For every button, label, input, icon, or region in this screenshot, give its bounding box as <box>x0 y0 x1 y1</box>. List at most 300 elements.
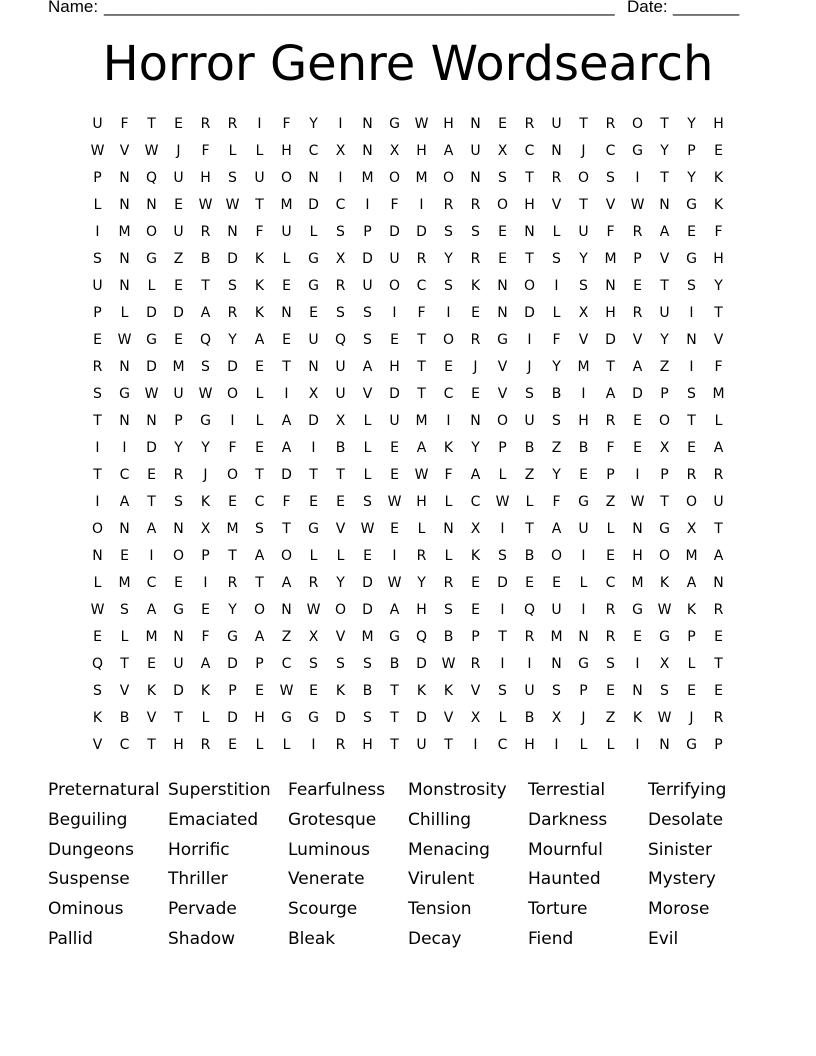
grid-letter: O <box>253 602 266 618</box>
grid-letter: H <box>524 737 535 753</box>
grid-letter: O <box>550 548 563 564</box>
grid-letter: O <box>523 278 536 294</box>
grid-row <box>84 357 732 384</box>
grid-letter: E <box>525 575 534 591</box>
grid-letter: X <box>551 710 562 726</box>
grid-letter: G <box>632 143 643 159</box>
grid-letter: T <box>282 359 291 375</box>
grid-letter: D <box>146 359 157 375</box>
grid-letter: T <box>714 521 723 537</box>
grid-letter: B <box>578 440 589 456</box>
grid-letter: L <box>93 575 102 591</box>
word-list-item: Luminous <box>288 839 371 860</box>
grid-row <box>84 222 732 249</box>
grid-letter: S <box>228 170 237 186</box>
grid-letter: E <box>255 359 264 375</box>
grid-letter: E <box>309 305 318 321</box>
grid-letter: T <box>309 467 318 483</box>
grid-row <box>84 681 732 708</box>
grid-letter: P <box>201 548 210 564</box>
grid-letter: N <box>119 251 130 267</box>
grid-letter: W <box>414 116 429 132</box>
grid-letter: C <box>119 737 130 753</box>
grid-letter: M <box>118 224 131 240</box>
grid-letter: E <box>579 467 588 483</box>
grid-letter: D <box>362 602 373 618</box>
grid-letter: M <box>118 575 131 591</box>
grid-letter: V <box>632 332 643 348</box>
grid-letter: W <box>225 197 240 213</box>
grid-letter: E <box>687 440 696 456</box>
grid-letter: S <box>687 278 696 294</box>
grid-letter: F <box>255 224 264 240</box>
grid-letter: M <box>631 575 644 591</box>
grid-letter: I <box>527 332 532 348</box>
name-label: Name: <box>48 0 99 16</box>
grid-letter: F <box>552 494 561 510</box>
grid-letter: N <box>308 170 319 186</box>
grid-letter: L <box>552 224 561 240</box>
date-blank-line[interactable]: _______ <box>673 0 740 16</box>
grid-letter: J <box>581 143 586 159</box>
grid-letter: H <box>416 494 427 510</box>
grid-letter: L <box>255 413 264 429</box>
grid-letter: D <box>146 440 157 456</box>
grid-letter: R <box>443 575 454 591</box>
grid-letter: P <box>471 629 480 645</box>
grid-letter: T <box>93 467 102 483</box>
grid-letter: R <box>632 224 643 240</box>
grid-letter: C <box>605 143 616 159</box>
grid-letter: A <box>362 359 373 375</box>
grid-letter: R <box>443 197 454 213</box>
grid-letter: S <box>606 170 615 186</box>
grid-letter: M <box>415 413 428 429</box>
grid-letter: S <box>687 386 696 402</box>
grid-letter: W <box>198 386 213 402</box>
grid-letter: L <box>444 494 453 510</box>
grid-letter: T <box>714 656 723 672</box>
grid-letter: R <box>524 629 535 645</box>
grid-letter: S <box>201 359 210 375</box>
grid-letter: F <box>552 332 561 348</box>
grid-letter: K <box>335 683 346 699</box>
grid-letter: H <box>362 737 373 753</box>
grid-letter: E <box>687 224 696 240</box>
word-list-item: Horrific <box>168 839 230 860</box>
grid-letter: H <box>713 116 724 132</box>
grid-letter: K <box>146 683 157 699</box>
grid-letter: U <box>416 737 427 753</box>
grid-letter: S <box>363 494 372 510</box>
grid-letter: G <box>686 251 697 267</box>
grid-letter: T <box>255 575 264 591</box>
grid-letter: A <box>254 629 265 645</box>
grid-letter: P <box>687 143 696 159</box>
grid-row <box>84 276 732 303</box>
grid-letter: R <box>227 116 238 132</box>
grid-letter: O <box>658 548 671 564</box>
grid-letter: H <box>578 413 589 429</box>
grid-letter: T <box>201 278 210 294</box>
grid-row <box>84 627 732 654</box>
grid-row <box>84 330 732 357</box>
word-list-item: Desolate <box>648 809 724 830</box>
grid-letter: E <box>174 116 183 132</box>
grid-letter: F <box>714 359 723 375</box>
grid-letter: G <box>173 602 184 618</box>
grid-letter: H <box>416 602 427 618</box>
grid-letter: V <box>551 197 562 213</box>
grid-letter: C <box>416 278 427 294</box>
grid-letter: D <box>416 710 427 726</box>
grid-letter: X <box>308 386 319 402</box>
grid-letter: N <box>173 629 184 645</box>
word-list-item: Chilling <box>408 809 472 830</box>
grid-letter: Z <box>524 467 535 483</box>
grid-letter: I <box>500 656 505 672</box>
grid-letter: J <box>203 467 208 483</box>
grid-letter: X <box>335 143 346 159</box>
grid-letter: E <box>606 683 615 699</box>
grid-letter: W <box>117 332 132 348</box>
grid-letter: O <box>91 521 104 537</box>
grid-letter: T <box>417 386 426 402</box>
grid-letter: D <box>227 710 238 726</box>
grid-row <box>84 303 732 330</box>
grid-letter: B <box>335 440 346 456</box>
grid-letter: P <box>687 629 696 645</box>
grid-letter: I <box>500 602 505 618</box>
grid-letter: K <box>470 278 481 294</box>
word-list-item: Haunted <box>528 869 601 890</box>
grid-letter: T <box>660 116 669 132</box>
word-list-item: Beguiling <box>48 809 128 830</box>
grid-letter: G <box>686 197 697 213</box>
grid-letter: N <box>713 575 724 591</box>
grid-letter: I <box>284 386 289 402</box>
grid-letter: Y <box>309 116 318 132</box>
grid-letter: W <box>414 467 429 483</box>
grid-letter: E <box>174 332 183 348</box>
grid-letter: O <box>145 224 158 240</box>
grid-letter: E <box>714 143 723 159</box>
grid-letter: H <box>254 710 265 726</box>
grid-letter: Y <box>471 440 480 456</box>
grid-letter: I <box>689 359 694 375</box>
grid-letter: N <box>362 116 373 132</box>
grid-letter: S <box>363 332 372 348</box>
grid-letter: I <box>230 413 235 429</box>
grid-letter: A <box>470 467 481 483</box>
word-list-item: Mournful <box>528 839 603 860</box>
grid-letter: R <box>524 116 535 132</box>
grid-letter: G <box>308 278 319 294</box>
grid-letter: Q <box>91 656 104 672</box>
grid-letter: H <box>632 548 643 564</box>
grid-letter: N <box>119 197 130 213</box>
grid-letter: Q <box>523 602 536 618</box>
grid-letter: U <box>578 224 589 240</box>
grid-letter: L <box>309 548 318 564</box>
grid-letter: C <box>146 575 157 591</box>
word-list-item: Emaciated <box>168 809 259 830</box>
grid-letter: Y <box>444 251 453 267</box>
grid-letter: R <box>200 737 211 753</box>
word-list-item: Bleak <box>288 928 336 949</box>
grid-letter: X <box>470 710 481 726</box>
grid-letter: Q <box>199 332 212 348</box>
grid-letter: S <box>552 413 561 429</box>
name-blank-line[interactable]: ______________________________________________________ <box>104 0 615 16</box>
grid-letter: N <box>281 602 292 618</box>
grid-letter: D <box>335 710 346 726</box>
grid-letter: T <box>606 359 615 375</box>
grid-letter: O <box>388 170 401 186</box>
grid-letter: A <box>254 332 265 348</box>
grid-letter: W <box>657 710 672 726</box>
grid-row <box>84 438 732 465</box>
grid-letter: M <box>712 386 725 402</box>
word-list-item: Pervade <box>168 899 237 920</box>
grid-letter: Q <box>334 332 347 348</box>
grid-letter: R <box>470 197 481 213</box>
grid-letter: T <box>579 116 588 132</box>
grid-letter: U <box>173 170 184 186</box>
grid-letter: Y <box>687 116 696 132</box>
grid-letter: Y <box>336 575 345 591</box>
grid-letter: A <box>551 521 562 537</box>
grid-letter: F <box>201 629 210 645</box>
grid-letter: K <box>92 710 103 726</box>
grid-letter: L <box>579 737 588 753</box>
grid-letter: I <box>635 656 640 672</box>
grid-letter: L <box>282 251 291 267</box>
grid-letter: T <box>660 494 669 510</box>
grid-letter: U <box>524 683 535 699</box>
grid-letter: D <box>227 359 238 375</box>
grid-letter: W <box>495 494 510 510</box>
grid-row <box>84 546 732 573</box>
grid-letter: I <box>446 305 451 321</box>
grid-letter: N <box>362 143 373 159</box>
grid-letter: P <box>255 656 264 672</box>
grid-letter: L <box>525 494 534 510</box>
grid-letter: U <box>362 278 373 294</box>
grid-letter: I <box>446 413 451 429</box>
grid-letter: M <box>226 521 239 537</box>
grid-letter: T <box>498 629 507 645</box>
grid-letter: N <box>578 629 589 645</box>
grid-letter: U <box>173 224 184 240</box>
grid-letter: U <box>281 224 292 240</box>
grid-letter: S <box>552 251 561 267</box>
grid-letter: P <box>660 386 669 402</box>
grid-letter: D <box>362 251 373 267</box>
grid-letter: D <box>632 386 643 402</box>
grid-row <box>84 600 732 627</box>
grid-letter: G <box>227 629 238 645</box>
grid-letter: T <box>255 467 264 483</box>
grid-letter: B <box>524 548 535 564</box>
grid-letter: W <box>387 575 402 591</box>
worksheet-header <box>0 0 816 21</box>
word-list-item: Monstrosity <box>408 780 507 800</box>
grid-letter: L <box>255 143 264 159</box>
grid-letter: T <box>147 494 156 510</box>
grid-letter: E <box>174 278 183 294</box>
grid-letter: I <box>95 224 100 240</box>
grid-letter: K <box>443 440 454 456</box>
grid-letter: W <box>387 494 402 510</box>
grid-letter: G <box>578 656 589 672</box>
grid-letter: N <box>659 197 670 213</box>
grid-letter: N <box>281 305 292 321</box>
grid-letter: G <box>281 710 292 726</box>
grid-letter: S <box>363 305 372 321</box>
grid-letter: K <box>200 494 211 510</box>
grid-letter: A <box>200 305 211 321</box>
grid-letter: D <box>227 656 238 672</box>
grid-letter: E <box>147 467 156 483</box>
grid-letter: I <box>257 116 262 132</box>
grid-letter: G <box>632 602 643 618</box>
grid-letter: J <box>689 710 694 726</box>
grid-letter: C <box>335 197 346 213</box>
grid-letter: U <box>389 251 400 267</box>
grid-letter: S <box>336 305 345 321</box>
grid-letter: U <box>92 278 103 294</box>
grid-letter: E <box>363 548 372 564</box>
grid-letter: Z <box>551 440 562 456</box>
grid-letter: A <box>146 602 157 618</box>
grid-letter: O <box>388 278 401 294</box>
grid-letter: N <box>119 170 130 186</box>
grid-letter: T <box>687 413 696 429</box>
grid-letter: Y <box>174 440 183 456</box>
grid-letter: L <box>363 440 372 456</box>
grid-letter: V <box>605 197 616 213</box>
grid-letter: E <box>390 467 399 483</box>
grid-letter: U <box>335 359 346 375</box>
grid-letter: L <box>282 737 291 753</box>
grid-letter: N <box>497 278 508 294</box>
grid-letter: I <box>203 575 208 591</box>
grid-letter: G <box>119 386 130 402</box>
grid-letter: V <box>497 386 508 402</box>
grid-letter: P <box>498 440 507 456</box>
grid-letter: H <box>443 116 454 132</box>
grid-row <box>84 411 732 438</box>
grid-letter: L <box>309 224 318 240</box>
grid-letter: K <box>632 710 643 726</box>
grid-letter: S <box>444 224 453 240</box>
grid-letter: K <box>686 602 697 618</box>
grid-letter: U <box>173 656 184 672</box>
grid-letter: Y <box>417 575 426 591</box>
grid-letter: A <box>605 386 616 402</box>
grid-letter: U <box>524 413 535 429</box>
grid-letter: D <box>389 224 400 240</box>
grid-letter: A <box>281 440 292 456</box>
grid-letter: T <box>282 521 291 537</box>
grid-letter: S <box>174 494 183 510</box>
grid-letter: I <box>554 278 559 294</box>
grid-letter: S <box>120 602 129 618</box>
grid-letter: P <box>606 467 615 483</box>
grid-letter: I <box>338 170 343 186</box>
word-list-item: Grotesque <box>288 809 377 830</box>
grid-letter: L <box>363 413 372 429</box>
grid-letter: M <box>361 629 374 645</box>
grid-row <box>84 141 732 168</box>
grid-letter: I <box>392 548 397 564</box>
grid-letter: M <box>361 170 374 186</box>
grid-letter: C <box>524 143 535 159</box>
grid-letter: D <box>362 575 373 591</box>
grid-row <box>84 735 732 762</box>
grid-letter: S <box>498 683 507 699</box>
grid-letter: N <box>632 521 643 537</box>
grid-row <box>84 195 732 222</box>
grid-letter: E <box>390 440 399 456</box>
grid-letter: Y <box>201 440 210 456</box>
grid-letter: M <box>145 629 158 645</box>
grid-letter: I <box>635 170 640 186</box>
word-list-item: Fearfulness <box>288 780 386 800</box>
grid-letter: N <box>470 116 481 132</box>
grid-letter: B <box>119 710 130 726</box>
grid-letter: F <box>606 224 615 240</box>
grid-letter: H <box>416 143 427 159</box>
grid-letter: S <box>444 602 453 618</box>
grid-letter: G <box>308 710 319 726</box>
word-list-item: Fiend <box>528 928 574 949</box>
grid-letter: G <box>659 521 670 537</box>
grid-letter: T <box>93 413 102 429</box>
grid-letter: E <box>687 683 696 699</box>
grid-letter: I <box>473 737 478 753</box>
grid-letter: L <box>363 467 372 483</box>
grid-letter: X <box>470 521 481 537</box>
grid-letter: H <box>173 737 184 753</box>
grid-letter: T <box>417 359 426 375</box>
grid-letter: N <box>497 305 508 321</box>
grid-letter: M <box>577 359 590 375</box>
word-list-item: Superstition <box>168 780 271 800</box>
grid-letter: T <box>390 710 399 726</box>
grid-letter: U <box>578 521 589 537</box>
grid-letter: X <box>686 521 697 537</box>
grid-letter: N <box>632 683 643 699</box>
grid-letter: S <box>552 683 561 699</box>
grid-letter: I <box>311 440 316 456</box>
grid-letter: E <box>714 683 723 699</box>
grid-letter: L <box>93 197 102 213</box>
grid-letter: Z <box>605 710 616 726</box>
word-list-item: Preternatural <box>48 780 160 800</box>
grid-letter: O <box>496 413 509 429</box>
grid-letter: D <box>416 224 427 240</box>
grid-letter: N <box>551 143 562 159</box>
grid-letter: R <box>605 116 616 132</box>
grid-letter: E <box>498 116 507 132</box>
grid-letter: Q <box>145 170 158 186</box>
grid-letter: G <box>200 413 211 429</box>
grid-letter: T <box>147 116 156 132</box>
grid-letter: K <box>713 170 724 186</box>
grid-letter: G <box>308 521 319 537</box>
